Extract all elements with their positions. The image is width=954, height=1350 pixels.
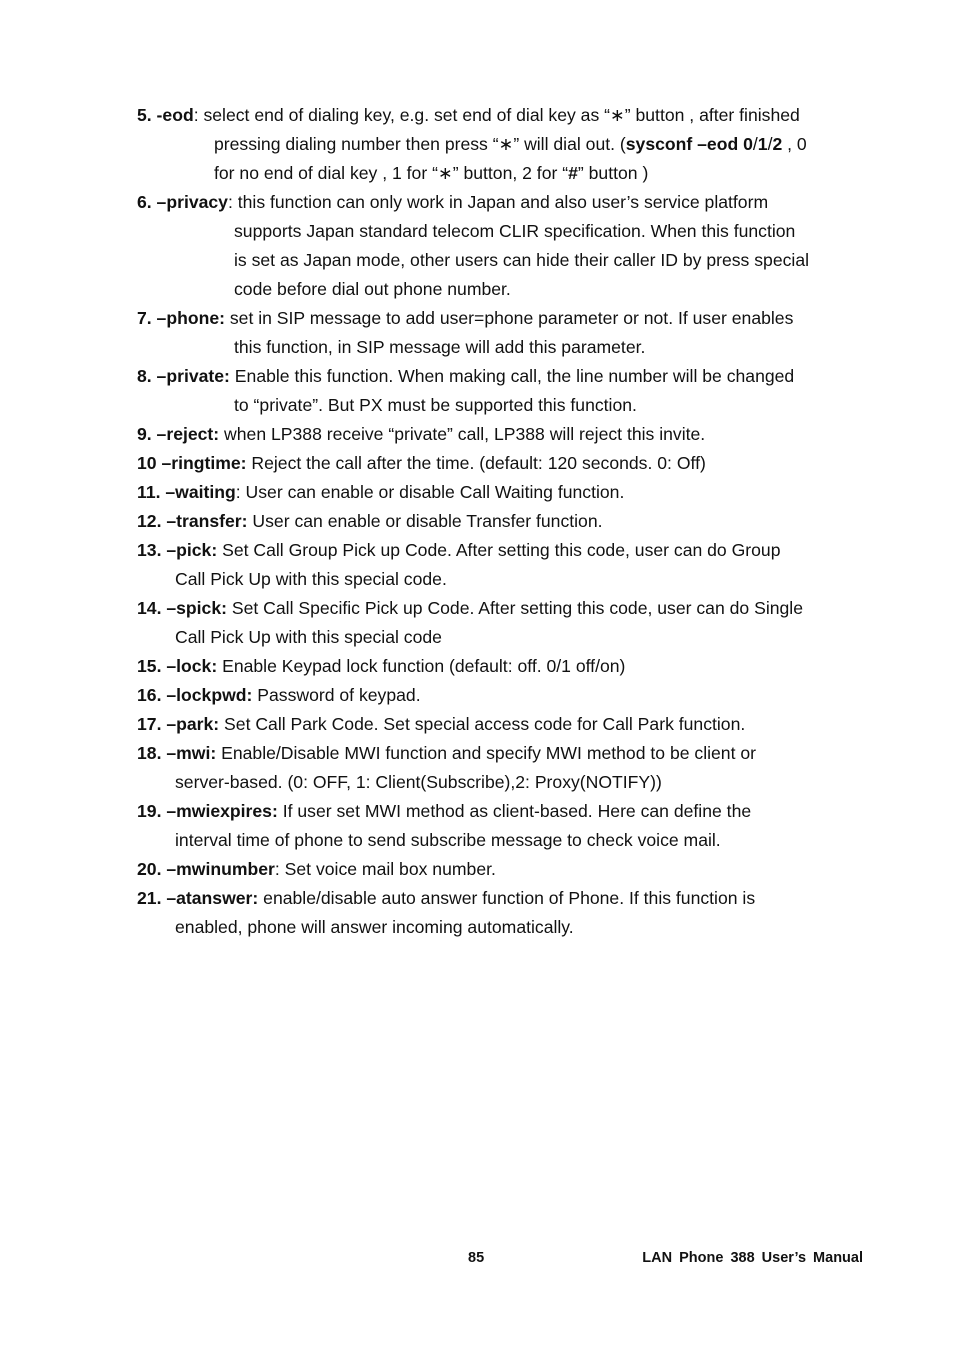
option-text: 2 <box>772 134 783 154</box>
item-text: If user set MWI method as client-based. Here can define the <box>277 801 752 821</box>
list-item <box>137 536 867 594</box>
item-continuation-line: Call Pick Up with this special code. <box>175 569 447 589</box>
item-first-line <box>137 594 867 623</box>
hash-key-text: # <box>568 163 578 183</box>
item-label: 14. –spick: <box>137 598 227 618</box>
item-first-line <box>137 188 867 217</box>
item-first-line <box>137 536 867 565</box>
list-item <box>137 362 867 420</box>
item-text: when LP388 receive “private” call, LP388 will reject this invite. <box>219 424 706 444</box>
list-item <box>137 681 867 710</box>
item-label: 10 –ringtime: <box>137 453 247 473</box>
item-continuation-line: server-based. (0: OFF, 1: Client(Subscribe),2: Proxy(NOTIFY)) <box>175 772 662 792</box>
list-item <box>137 797 867 855</box>
item-label: 20. –mwinumber <box>137 859 275 879</box>
command-text: sysconf –eod 0 <box>625 134 753 154</box>
separator: / <box>767 134 773 154</box>
item-first-line <box>137 101 867 130</box>
list-item <box>137 652 867 681</box>
option-text: 1 <box>757 134 768 154</box>
item-text: Enable Keypad lock function (default: off. 0/1 off/on) <box>217 656 626 676</box>
page-footer <box>0 1250 954 1270</box>
item-label: 12. –transfer: <box>137 511 248 531</box>
item-first-line <box>137 478 867 507</box>
item-text: enable/disable auto answer function of Phone. If this function is <box>258 888 756 908</box>
item-text: Enable/Disable MWI function and specify MWI method to be client or <box>216 743 757 763</box>
item-text: Enable this function. When making call, the line number will be changed <box>229 366 795 386</box>
list-item <box>137 101 867 188</box>
item-first-line <box>137 797 867 826</box>
item-first-line <box>137 420 867 449</box>
item-text: Set Call Park Code. Set special access code for Call Park function. <box>219 714 746 734</box>
item-continuation-line <box>137 130 867 159</box>
item-first-line <box>137 507 867 536</box>
list-item <box>137 304 867 362</box>
item-first-line <box>137 304 867 333</box>
item-label: 19. –mwiexpires: <box>137 801 278 821</box>
list-item <box>137 188 867 304</box>
page-number: 85 <box>468 1250 485 1266</box>
item-label: 15. –lock: <box>137 656 218 676</box>
item-label: 11. –waiting <box>137 482 236 502</box>
item-text: : Set voice mail box number. <box>274 859 496 879</box>
item-text: , 0 <box>782 134 807 154</box>
list-item <box>137 710 867 739</box>
item-first-line <box>137 710 867 739</box>
item-continuation-line: this function, in SIP message will add this parameter. <box>234 337 646 357</box>
item-label: 18. –mwi: <box>137 743 217 763</box>
list-item <box>137 594 867 652</box>
item-continuation-line: interval time of phone to send subscribe message to check voice mail. <box>175 830 721 850</box>
item-first-line <box>137 362 867 391</box>
list-item <box>137 855 867 884</box>
list-item <box>137 884 867 942</box>
item-label: 17. –park: <box>137 714 220 734</box>
item-text: Password of keypad. <box>252 685 421 705</box>
item-label: 7. –phone: <box>137 308 225 328</box>
item-label: 9. –reject: <box>137 424 220 444</box>
item-text: Set Call Specific Pick up Code. After setting this code, user can do Single <box>226 598 803 618</box>
list-item <box>137 507 867 536</box>
item-label: 16. –lockpwd: <box>137 685 253 705</box>
item-label: 13. –pick: <box>137 540 218 560</box>
item-first-line <box>137 449 867 478</box>
item-text: ” button ) <box>577 163 649 183</box>
item-text: : select end of dialing key, e.g. set end of dial key as “∗” button , after finished <box>193 105 800 125</box>
separator: / <box>752 134 758 154</box>
item-continuation-line <box>137 159 867 188</box>
item-continuation-line: to “private”. But PX must be supported this function. <box>234 395 637 415</box>
item-continuation-line: is set as Japan mode, other users can hide their caller ID by press special <box>234 250 810 270</box>
item-text: : User can enable or disable Call Waiting function. <box>235 482 625 502</box>
item-text: Reject the call after the time. (default: 120 seconds. 0: Off) <box>246 453 706 473</box>
item-text: User can enable or disable Transfer function. <box>247 511 603 531</box>
list-item <box>137 420 867 449</box>
item-text: for no end of dial key , 1 for “∗” button, 2 for “ <box>214 163 569 183</box>
item-continuation-line: Call Pick Up with this special code <box>175 627 442 647</box>
item-label: 8. –private: <box>137 366 230 386</box>
item-continuation-line: code before dial out phone number. <box>234 279 511 299</box>
list-item <box>137 478 867 507</box>
item-label: 21. –atanswer: <box>137 888 259 908</box>
manual-title: LAN Phone 388 User’s Manual <box>642 1250 863 1266</box>
item-continuation-line: supports Japan standard telecom CLIR specification. When this function <box>234 221 796 241</box>
document-body <box>137 101 867 942</box>
item-text: Set Call Group Pick up Code. After setting this code, user can do Group <box>217 540 781 560</box>
item-first-line <box>137 739 867 768</box>
item-first-line <box>137 652 867 681</box>
item-first-line <box>137 681 867 710</box>
item-first-line <box>137 855 867 884</box>
list-item <box>137 449 867 478</box>
list-item <box>137 739 867 797</box>
item-text: : this function can only work in Japan and also user’s service platform <box>227 192 769 212</box>
item-continuation-line: enabled, phone will answer incoming automatically. <box>175 917 574 937</box>
item-first-line <box>137 884 867 913</box>
item-label: 5. -eod <box>137 105 194 125</box>
item-text: set in SIP message to add user=phone parameter or not. If user enables <box>224 308 794 328</box>
item-label: 6. –privacy <box>137 192 228 212</box>
item-text: pressing dialing number then press “∗” will dial out. ( <box>214 134 626 154</box>
